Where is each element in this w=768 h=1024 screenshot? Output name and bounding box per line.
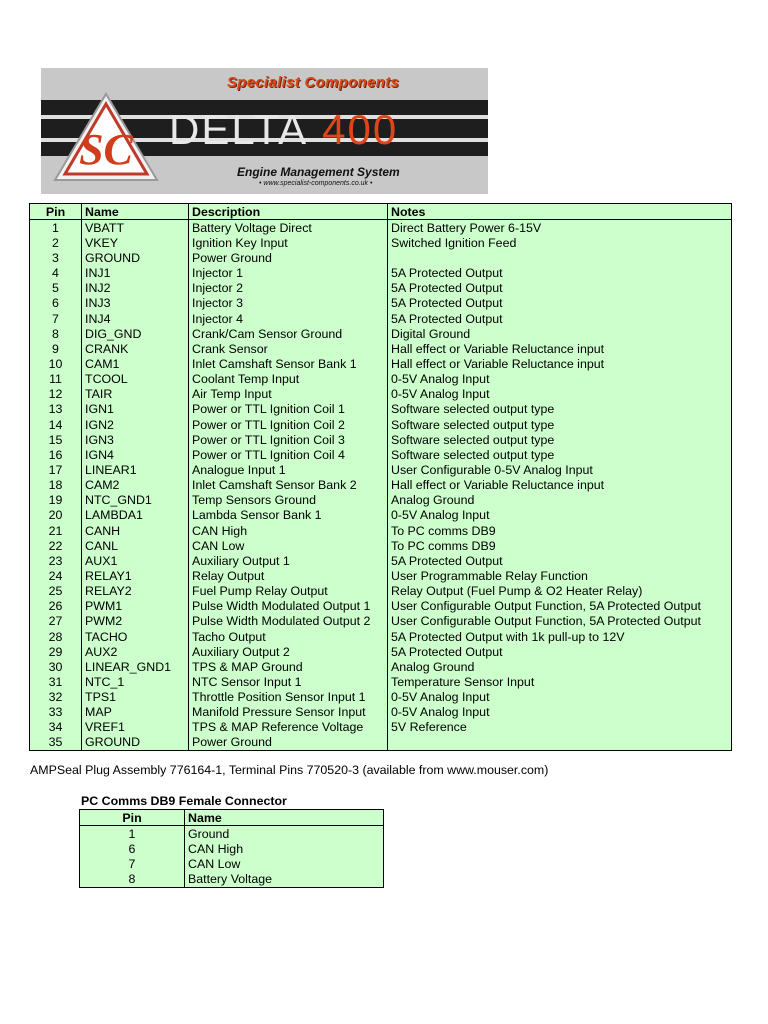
table-row [30,629,732,644]
table-row [30,220,732,236]
pin-cell: 31 [30,674,82,689]
table-row [30,281,732,296]
name-cell: AUX2 [82,644,189,659]
pin-cell: 2 [30,235,82,250]
pin-cell: 1 [30,220,82,236]
pin-cell: 14 [30,417,82,432]
table-row [30,674,732,689]
notes-cell: Analog Ground [391,493,475,508]
notes-cell: Hall effect or Variable Reluctance input [391,356,605,371]
notes-cell: To PC comms DB9 [391,523,496,538]
table-row [30,644,732,659]
pin-cell: 32 [30,690,82,705]
name-cell: GROUND [82,250,189,265]
description-cell: Power or TTL Ignition Coil 1 [189,402,388,417]
table-row [30,523,732,538]
description-cell: Lambda Sensor Bank 1 [189,508,388,523]
description-cell: Power or TTL Ignition Coil 2 [189,417,388,432]
pin-cell: 13 [30,402,82,417]
notes-cell: Temperature Sensor Input [391,674,535,689]
notes-cell: Hall effect or Variable Reluctance input [391,341,605,356]
name-cell: TACHO [82,629,189,644]
notes-cell: User Configurable Output Function, 5A Protected Output [391,599,701,614]
description-cell: Pulse Width Modulated Output 2 [189,614,388,629]
description-cell: NTC Sensor Input 1 [189,674,388,689]
header-name: Name [82,204,189,220]
pin-table [29,203,732,751]
description-cell: Auxiliary Output 2 [189,644,388,659]
description-cell: Injector 4 [189,311,388,326]
pin-cell: 22 [30,538,82,553]
description-cell: TPS & MAP Reference Voltage [189,720,388,735]
table-row [30,296,732,311]
pin-cell: 26 [30,599,82,614]
description-cell: Power or TTL Ignition Coil 4 [189,447,388,462]
sc-logo [51,90,161,188]
name-cell: VKEY [82,235,189,250]
name-cell: TPS1 [82,690,189,705]
pin-cell: 23 [30,553,82,568]
notes-cell: Digital Ground [391,326,471,341]
description-cell: Crank Sensor [189,341,388,356]
name-cell: RELAY1 [82,568,189,583]
notes-cell: Direct Battery Power 6-15V [391,220,542,235]
description-cell: Power or TTL Ignition Coil 3 [189,432,388,447]
product-title [169,108,398,152]
table-row [30,417,732,432]
pin-cell: 29 [30,644,82,659]
notes-cell: To PC comms DB9 [391,538,496,553]
description-cell: Fuel Pump Relay Output [189,584,388,599]
db9-table [79,809,384,888]
description-cell: CAN Low [189,538,388,553]
name-cell: CAM1 [82,356,189,371]
name-cell: INJ3 [82,296,189,311]
notes-cell: Relay Output (Fuel Pump & O2 Heater Relay) [391,584,643,599]
pin-cell: 7 [30,311,82,326]
table-row [30,493,732,508]
description-cell: Power Ground [189,735,388,751]
notes-cell: 5A Protected Output [391,644,503,659]
notes-cell: 5A Protected Output [391,311,503,326]
table-row [30,462,732,477]
description-cell: Injector 3 [189,296,388,311]
pin-table-header [30,204,732,220]
db9-header-pin: Pin [80,810,185,826]
pin-cell: 8 [30,326,82,341]
description-cell: Air Temp Input [189,387,388,402]
pin-cell: 18 [30,478,82,493]
notes-cell: User Programmable Relay Function [391,568,588,583]
pin-cell: 9 [30,341,82,356]
name-cell: AUX1 [82,553,189,568]
table-row [80,826,384,842]
banner-url: • www.specialist-components.co.uk • [259,180,373,187]
table-row [30,553,732,568]
notes-cell: Software selected output type [391,447,555,462]
name-cell: VBATT [82,220,189,236]
table-row [80,856,384,871]
name-cell: INJ1 [82,266,189,281]
notes-cell: Hall effect or Variable Reluctance input [391,478,605,493]
pin-cell: 33 [30,705,82,720]
notes-cell: Analog Ground [391,659,475,674]
product-number: 400 [322,106,399,153]
table-row [30,250,732,265]
name-cell: CRANK [82,341,189,356]
description-cell: Analogue Input 1 [189,462,388,477]
notes-cell: User Configurable 0-5V Analog Input [391,462,593,477]
notes-cell: 5A Protected Output [391,266,503,281]
pin-cell: 1 [80,826,185,842]
notes-cell: 0-5V Analog Input [391,705,490,720]
name-cell: LINEAR1 [82,462,189,477]
db9-table-header [80,810,384,826]
name-cell: VREF1 [82,720,189,735]
name-cell: CAN High [188,841,244,856]
table-row [30,690,732,705]
table-row [30,705,732,720]
pin-cell: 28 [30,629,82,644]
notes-cell: Software selected output type [391,432,555,447]
pin-cell: 11 [30,372,82,387]
description-cell: Coolant Temp Input [189,372,388,387]
pin-table-body [30,220,732,751]
table-row [30,538,732,553]
notes-cell: Software selected output type [391,417,555,432]
pin-cell: 19 [30,493,82,508]
notes-cell: 0-5V Analog Input [391,508,490,523]
product-word: DELTA [169,106,309,153]
logo-letters: SC [79,125,133,174]
notes-cell: 5A Protected Output [391,296,503,311]
header-pin: Pin [30,204,82,220]
notes-cell: 0-5V Analog Input [391,372,490,387]
table-row [30,341,732,356]
name-cell: CANH [82,523,189,538]
name-cell: INJ4 [82,311,189,326]
description-cell: CAN High [189,523,388,538]
description-cell: Injector 2 [189,281,388,296]
name-cell: RELAY2 [82,584,189,599]
table-row [30,599,732,614]
name-cell: PWM1 [82,599,189,614]
name-cell: LAMBDA1 [82,508,189,523]
notes-cell: 5V Reference [391,720,467,735]
name-cell: IGN4 [82,447,189,462]
name-cell: CAN Low [188,856,241,871]
name-cell: DIG_GND [82,326,189,341]
table-row [30,326,732,341]
pin-cell: 6 [80,841,185,856]
pin-cell: 10 [30,356,82,371]
table-row [30,432,732,447]
description-cell: Temp Sensors Ground [189,493,388,508]
table-row [80,872,384,888]
table-row [30,614,732,629]
notes-cell: Software selected output type [391,402,555,417]
system-name: Engine Management System [237,165,400,179]
name-cell: IGN2 [82,417,189,432]
pin-cell: 7 [80,856,185,871]
table-row [30,735,732,751]
pin-cell: 3 [30,250,82,265]
name-cell: CAM2 [82,478,189,493]
pin-cell: 17 [30,462,82,477]
name-cell: IGN1 [82,402,189,417]
notes-cell: 5A Protected Output [391,281,503,296]
table-row [30,478,732,493]
notes-cell: User Configurable Output Function, 5A Protected Output [391,614,701,629]
name-cell: Battery Voltage [188,872,273,887]
header-description: Description [189,204,388,220]
table-row [30,584,732,599]
description-cell: Injector 1 [189,266,388,281]
description-cell: Tacho Output [189,629,388,644]
name-cell: LINEAR_GND1 [82,659,189,674]
name-cell: INJ2 [82,281,189,296]
description-cell: Pulse Width Modulated Output 1 [189,599,388,614]
name-cell: NTC_1 [82,674,189,689]
description-cell: Relay Output [189,568,388,583]
pin-cell: 25 [30,584,82,599]
pin-cell: 27 [30,614,82,629]
pin-cell: 24 [30,568,82,583]
notes-cell [388,250,732,265]
name-cell: PWM2 [82,614,189,629]
notes-cell: Switched Ignition Feed [391,235,517,250]
table-row [30,235,732,250]
pin-cell: 12 [30,387,82,402]
pin-cell: 5 [30,281,82,296]
table-row [30,387,732,402]
table-row [30,659,732,674]
pin-cell: 20 [30,508,82,523]
ampseal-note: AMPSeal Plug Assembly 776164-1, Terminal Pins 770520-3 (available from www.mouser.com) [30,763,549,777]
description-cell: TPS & MAP Ground [189,659,388,674]
description-cell: Ignition Key Input [189,235,388,250]
banner-tagline: Specialist Components [227,74,400,91]
notes-cell: 0-5V Analog Input [391,690,490,705]
pin-cell: 35 [30,735,82,751]
table-row [30,720,732,735]
notes-cell: 0-5V Analog Input [391,387,490,402]
header-banner [41,68,488,194]
pin-cell: 30 [30,659,82,674]
db9-title: PC Comms DB9 Female Connector [81,794,287,808]
description-cell: Throttle Position Sensor Input 1 [189,690,388,705]
pin-cell: 34 [30,720,82,735]
pin-cell: 4 [30,266,82,281]
table-row [30,568,732,583]
table-row [30,266,732,281]
db9-header-name: Name [185,810,384,826]
name-cell: NTC_GND1 [82,493,189,508]
name-cell: GROUND [82,735,189,751]
notes-cell: 5A Protected Output [391,553,503,568]
table-row [30,356,732,371]
description-cell: Inlet Camshaft Sensor Bank 2 [189,478,388,493]
name-cell: TAIR [82,387,189,402]
pin-cell: 15 [30,432,82,447]
name-cell: IGN3 [82,432,189,447]
pin-cell: 21 [30,523,82,538]
description-cell: Manifold Pressure Sensor Input [189,705,388,720]
pin-cell: 8 [80,872,185,888]
name-cell: TCOOL [82,372,189,387]
table-row [30,508,732,523]
name-cell: MAP [82,705,189,720]
table-row [30,372,732,387]
table-row [30,311,732,326]
db9-table-body [80,826,384,888]
pin-cell: 16 [30,447,82,462]
table-row [80,841,384,856]
notes-cell [388,735,732,751]
table-row [30,402,732,417]
description-cell: Power Ground [189,250,388,265]
description-cell: Inlet Camshaft Sensor Bank 1 [189,356,388,371]
notes-cell: 5A Protected Output with 1k pull-up to 12V [391,629,625,644]
name-cell: Ground [188,826,230,841]
description-cell: Crank/Cam Sensor Ground [189,326,388,341]
table-row [30,447,732,462]
pin-cell: 6 [30,296,82,311]
name-cell: CANL [82,538,189,553]
header-notes: Notes [388,204,732,220]
description-cell: Battery Voltage Direct [189,220,388,236]
description-cell: Auxiliary Output 1 [189,553,388,568]
